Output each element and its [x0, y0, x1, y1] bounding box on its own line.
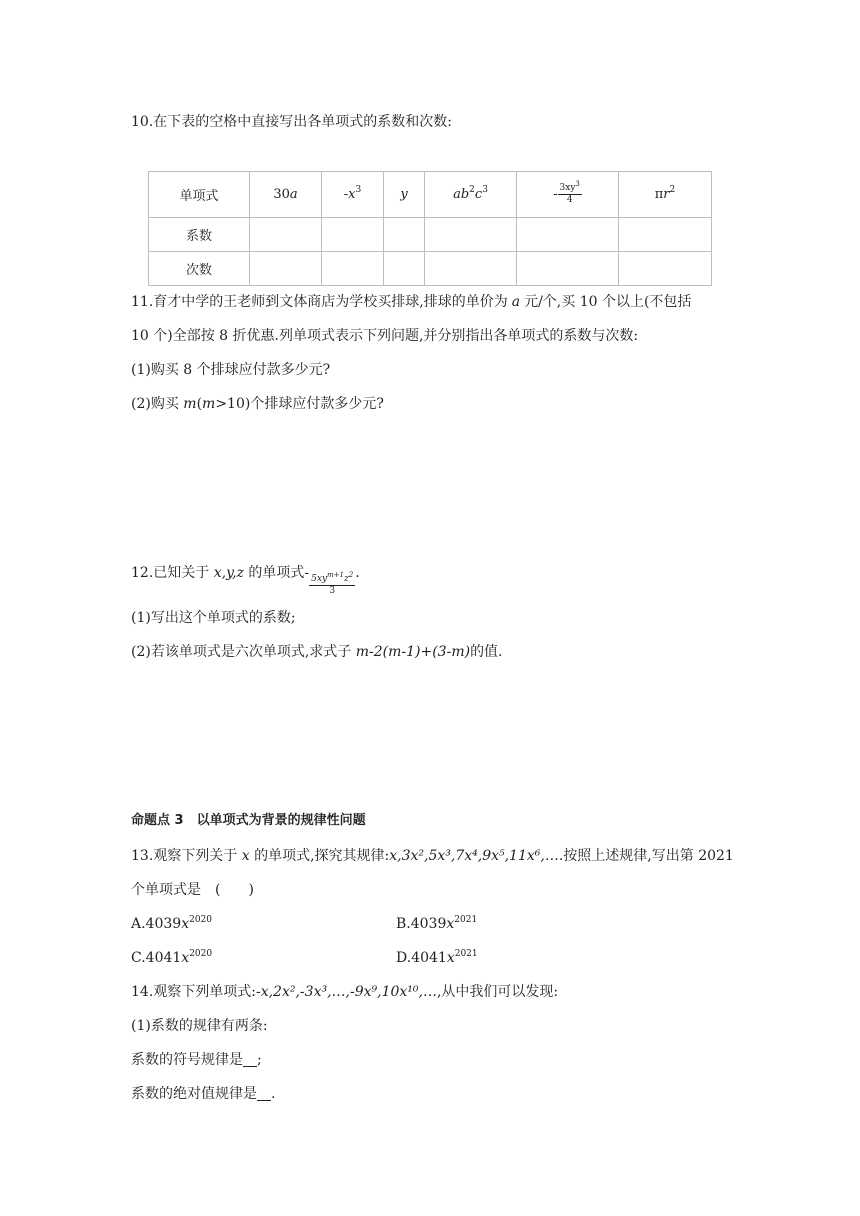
monomial-cell: - $\frac{3xy^3}{4}$ [517, 172, 619, 218]
q11-line1: 11.育才中学的王老师到文体商店为学校买排球,排球的单价为 a 元/个,买 10 个以上(不包括 [131, 294, 692, 310]
answer-blank[interactable] [243, 1052, 257, 1067]
answer-cell[interactable] [517, 252, 619, 286]
answer-cell[interactable] [384, 252, 425, 286]
answer-cell[interactable] [425, 218, 517, 252]
q14-line1: 14.观察下列单项式:-x,2x²,-3x³,…,-9x⁹,10x¹⁰,…,从中我们可以发现: [131, 984, 559, 1000]
monomial-cell: y [384, 172, 425, 218]
table-header-cell: 单项式 [149, 172, 250, 218]
monomial-table [148, 171, 712, 286]
section-title: 命题点 3 以单项式为背景的规律性问题 [131, 813, 366, 828]
answer-cell[interactable] [619, 252, 712, 286]
q14-rule1: 系数的符号规律是 ; [131, 1052, 262, 1068]
q12-line1: 12.已知关于 x,y,z 的单项式- $\frac{5xy^{m+1}z^2}{3}$ . [131, 565, 360, 596]
table-row [149, 252, 712, 286]
option-a[interactable]: $A.4039x^{2020}$ [131, 915, 213, 932]
q11-sub2: (2)购买 m(m>10)个排球应付款多少元? [131, 396, 384, 412]
answer-cell[interactable] [322, 252, 384, 286]
monomial-cell: $\pi r^2$ [619, 172, 712, 218]
answer-cell[interactable] [517, 218, 619, 252]
answer-cell[interactable] [322, 218, 384, 252]
fraction: $\frac{5xy^{m+1}z^2}{3}$ [311, 571, 354, 596]
monomial-cell: $-x^3$ [322, 172, 384, 218]
answer-blank[interactable] [257, 1086, 271, 1101]
table-row [149, 172, 712, 218]
option-b[interactable]: $B.4039x^{2021}$ [396, 915, 478, 932]
option-c[interactable]: $C.4041x^{2020}$ [131, 949, 213, 966]
q13-line1: 13.观察下列关于 x 的单项式,探究其规律:x,3x²,5x³,7x⁴,9x⁵,11x⁶,….按照上述规律,写出第 2021 [131, 848, 734, 864]
q12-sub2: (2)若该单项式是六次单项式,求式子 m-2(m-1)+(3-m)的值. [131, 644, 503, 660]
option-d[interactable]: $D.4041x^{2021}$ [396, 949, 478, 966]
q11-line2: 10 个)全部按 8 折优惠.列单项式表示下列问题,并分别指出各单项式的系数与次数: [131, 328, 639, 344]
answer-cell[interactable] [425, 252, 517, 286]
monomial-cell: $ab^2c^3$ [425, 172, 517, 218]
answer-cell[interactable] [619, 218, 712, 252]
answer-cell[interactable] [250, 218, 322, 252]
q12-sub1: (1)写出这个单项式的系数; [131, 610, 296, 626]
q10-prompt: 10.在下表的空格中直接写出各单项式的系数和次数: [131, 114, 452, 130]
q14-sub1: (1)系数的规律有两条: [131, 1018, 268, 1034]
table-row [149, 218, 712, 252]
row-label-coefficient: 系数 [149, 218, 250, 252]
q14-rule2: 系数的绝对值规律是 . [131, 1086, 276, 1102]
q13-line2: 个单项式是 ( ) [131, 882, 254, 898]
answer-cell[interactable] [250, 252, 322, 286]
fraction: $\frac{3xy^3}{4}$ [559, 180, 580, 205]
row-label-degree: 次数 [149, 252, 250, 286]
q11-sub1: (1)购买 8 个排球应付款多少元? [131, 362, 331, 378]
monomial-cell: 30a [250, 172, 322, 218]
answer-cell[interactable] [384, 218, 425, 252]
